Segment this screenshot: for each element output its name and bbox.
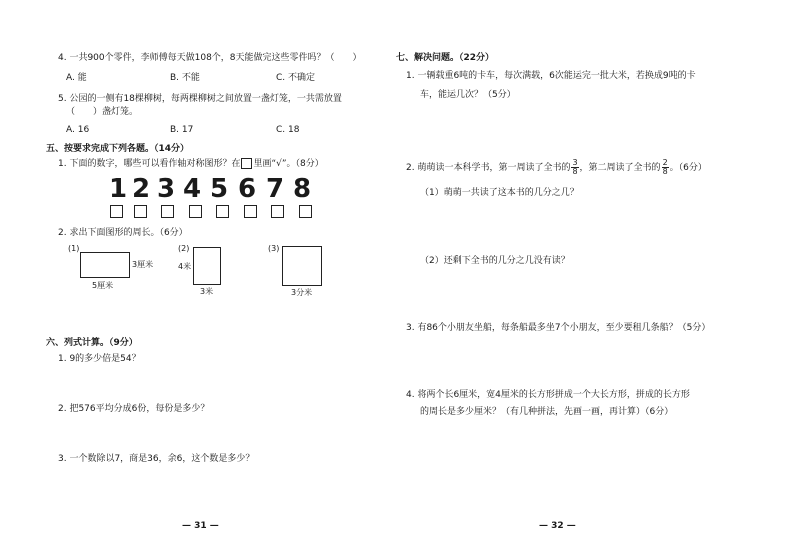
- fraction-2-8: [662, 159, 669, 176]
- answer-box-7[interactable]: [271, 205, 284, 218]
- r-q2-sub-2: （2）还剩下全书的几分之几没有读？: [420, 256, 570, 266]
- s5-question-1: [58, 158, 324, 170]
- section-5-title: 五、按要求完成下列各题。（14分）: [46, 144, 190, 154]
- checkbox-sample-icon: [241, 158, 252, 169]
- r-q2-sub-1: （1）萌萌一共读了这本书的几分之几？: [420, 188, 579, 198]
- figure-1-bottom-length: 5厘米: [92, 281, 114, 290]
- q4-option-c: C. 不确定: [276, 73, 316, 83]
- figure-3-label: (3): [268, 244, 280, 253]
- q4-option-b: B. 不能: [170, 73, 200, 83]
- fraction-1-numerator: 3: [572, 158, 578, 167]
- figure-1-rectangle: [80, 252, 130, 278]
- digit-6: 6: [238, 174, 257, 204]
- fraction-1-denominator: 8: [572, 167, 578, 176]
- s5-q1-text-pre: 1. 下面的数字，哪些可以看作轴对称图形？在: [58, 159, 241, 169]
- page-number-left: — 31 —: [182, 521, 219, 531]
- fraction-3-8: [571, 159, 578, 176]
- figure-3-square: [282, 246, 322, 286]
- r-q2-text-mid: ，第二周读了全书的: [579, 163, 661, 173]
- digit-7: 7: [266, 174, 285, 204]
- section-6-title: 六、列式计算。（9分）: [46, 338, 138, 348]
- answer-box-2[interactable]: [134, 205, 147, 218]
- section-7-title: 七、解决问题。（22分）: [396, 53, 495, 63]
- answer-box-4[interactable]: [189, 205, 202, 218]
- answer-box-6[interactable]: [244, 205, 257, 218]
- answer-box-8[interactable]: [299, 205, 312, 218]
- digit-8: 8: [293, 174, 312, 204]
- figure-1-side-length: 3厘米: [132, 260, 154, 269]
- fraction-2-numerator: 2: [662, 158, 668, 167]
- s5-question-2: 2. 求出下面图形的周长。（6分）: [58, 228, 188, 238]
- r-question-1-line2: 车，能运几次？（5分）: [420, 90, 516, 100]
- figure-2-bottom-length: 3米: [200, 287, 214, 296]
- q5-option-c: C. 18: [276, 125, 300, 135]
- q4-option-a: A. 能: [66, 73, 87, 83]
- s6-question-1: 1. 9的多少倍是54？: [58, 354, 141, 364]
- s6-question-2: 2. 把576平均分成6份，每份是多少？: [58, 404, 210, 414]
- question-4: 4. 一共900个零件，李师傅每天做108个，8天能做完这些零件吗？（ ）: [58, 53, 362, 63]
- answer-box-1[interactable]: [110, 205, 123, 218]
- digit-2: 2: [132, 174, 151, 204]
- q5-option-a: A. 16: [66, 125, 90, 135]
- figure-3-bottom-length: 3分米: [291, 288, 313, 297]
- r-question-2: [406, 158, 707, 178]
- digit-4: 4: [183, 174, 202, 204]
- r-q2-text-post: 。（6分）: [669, 163, 707, 173]
- s6-question-3: 3. 一个数除以7，商是36，余6，这个数是多少？: [58, 454, 255, 464]
- figure-2-side-length: 4米: [178, 262, 192, 271]
- r-question-4-line1: 4. 将两个长6厘米，宽4厘米的长方形拼成一个大长方形，拼成的长方形: [406, 390, 690, 400]
- answer-box-3[interactable]: [161, 205, 174, 218]
- page-number-right: — 32 —: [539, 521, 576, 531]
- s5-q1-text-post: 里画“√”。（8分）: [253, 159, 324, 169]
- fraction-2-denominator: 8: [662, 167, 668, 176]
- question-5-line2: （ ）盏灯笼。: [66, 107, 139, 117]
- q5-option-b: B. 17: [170, 125, 194, 135]
- question-5-line1: 5. 公园的一侧有18棵柳树，每两棵柳树之间放置一盏灯笼，一共需放置: [58, 94, 342, 104]
- r-question-3: 3. 有86个小朋友坐船，每条船最多坐7个小朋友，至少要租几条船？（5分）: [406, 323, 711, 333]
- figure-2-rectangle: [193, 247, 221, 285]
- answer-box-5[interactable]: [216, 205, 229, 218]
- digit-5: 5: [210, 174, 229, 204]
- r-question-1-line1: 1. 一辆载重6吨的卡车，每次满载，6次能运完一批大米，若换成9吨的卡: [406, 71, 696, 81]
- r-question-4-line2: 的周长是多少厘米？（有几种拼法，先画一画，再计算）（6分）: [420, 407, 674, 417]
- figure-1-label: (1): [68, 244, 80, 253]
- figure-2-label: (2): [178, 244, 190, 253]
- digit-3: 3: [157, 174, 176, 204]
- r-q2-text-pre: 2. 萌萌读一本科学书，第一周读了全书的: [406, 163, 571, 173]
- digit-1: 1: [109, 174, 128, 204]
